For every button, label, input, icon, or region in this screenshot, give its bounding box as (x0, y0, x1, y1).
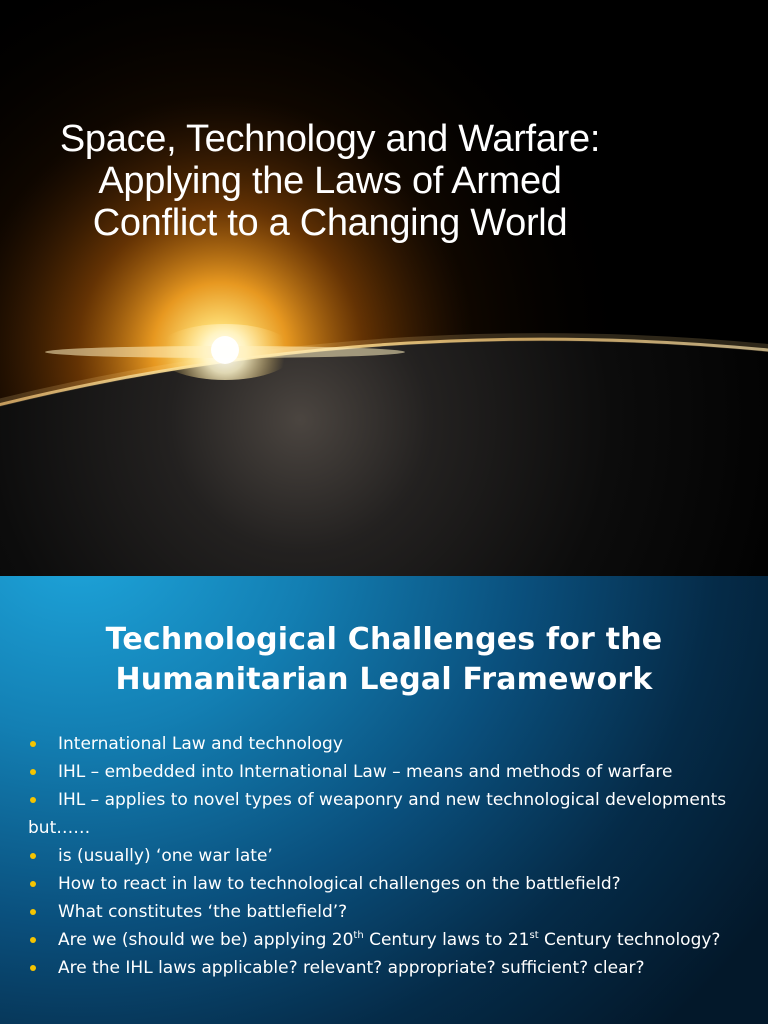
bullet-text: International Law and technology (58, 734, 343, 754)
century-text-post: Century technology? (538, 930, 721, 950)
connector-text: but…… (28, 818, 91, 838)
superscript-st: st (529, 930, 539, 941)
bullet-item (28, 788, 748, 812)
bullet-list (28, 732, 748, 984)
bullet-dot-icon (30, 909, 36, 915)
bullet-dot-icon (30, 881, 36, 887)
bullet-item (28, 900, 748, 924)
bullet-dot-icon (30, 741, 36, 747)
bullet-dot-icon (30, 769, 36, 775)
bullet-dot-icon (30, 853, 36, 859)
bullet-item (28, 732, 748, 756)
bullet-item (28, 956, 748, 980)
bullet-text: Are the IHL laws applicable? relevant? appropriate? sufficient? clear? (58, 958, 645, 978)
century-text-pre: Are we (should we be) applying 20 (58, 930, 354, 950)
title-line: Applying the Laws of Armed (98, 160, 562, 202)
title-slide-heading (0, 118, 660, 244)
title-line: Space, Technology and Warfare: (59, 118, 601, 160)
bullet-text: What constitutes ‘the battlefield’? (58, 902, 348, 922)
bullet-text: How to react in law to technological challenges on the battlefield? (58, 874, 621, 894)
bullet-dot-icon (30, 937, 36, 943)
title-line: Conflict to a Changing World (92, 202, 568, 244)
content-slide-heading (0, 620, 768, 700)
heading-line: Technological Challenges for the (105, 622, 663, 657)
bullet-item (28, 760, 748, 784)
bullet-text: IHL – embedded into International Law – means and methods of warfare (58, 762, 673, 782)
superscript-th: th (353, 930, 364, 941)
bullet-dot-icon (30, 797, 36, 803)
bullet-item-century (28, 928, 748, 952)
bullet-dot-icon (30, 965, 36, 971)
content-slide (0, 576, 768, 1024)
heading-line: Humanitarian Legal Framework (115, 662, 653, 697)
bullet-text: IHL – applies to novel types of weaponry and new technological developments (58, 790, 727, 810)
bullet-item (28, 844, 748, 868)
bullet-text: is (usually) ‘one war late’ (58, 846, 273, 866)
bullet-item (28, 872, 748, 896)
century-text-mid: Century laws to 21 (363, 930, 530, 950)
